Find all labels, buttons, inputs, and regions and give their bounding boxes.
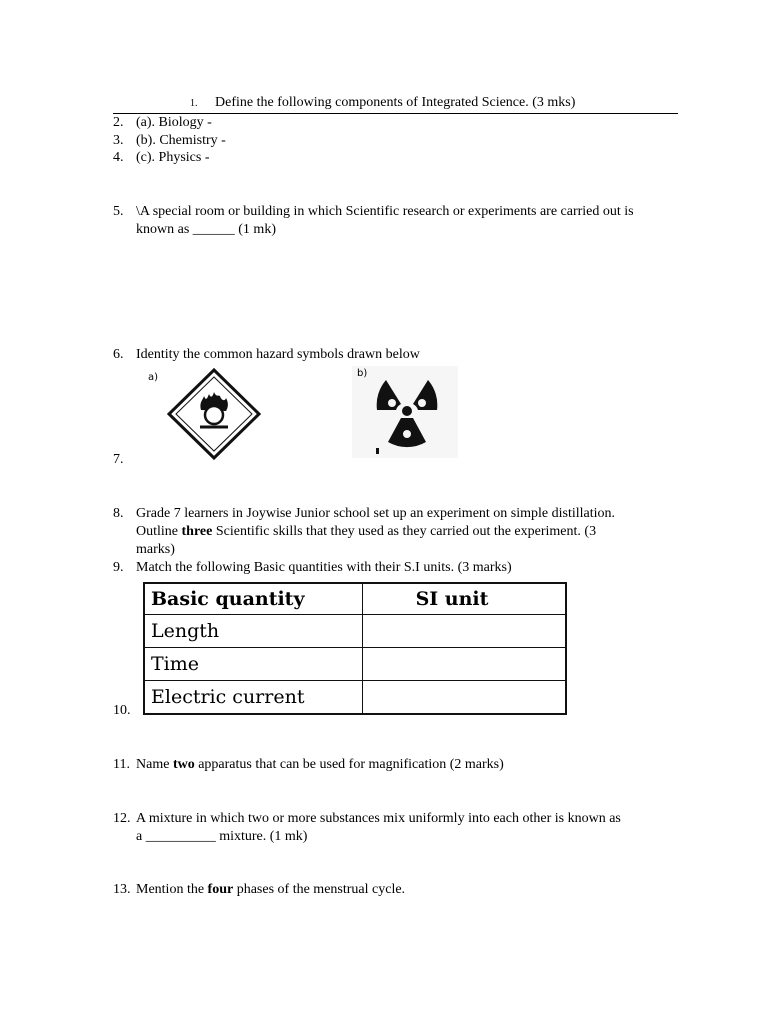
question-number: 7. bbox=[113, 452, 124, 467]
question-number: 12. bbox=[113, 811, 131, 826]
table-header-cell: SI unit bbox=[363, 583, 567, 615]
question-text: Identity the common hazard symbols drawn below bbox=[136, 347, 420, 362]
question-text: (c). Physics - bbox=[136, 150, 210, 165]
table-row bbox=[144, 681, 566, 715]
question-number: 11. bbox=[113, 757, 130, 772]
question-text: Match the following Basic quantities with their S.I units. (3 marks) bbox=[136, 560, 512, 575]
hazard-image-a bbox=[141, 366, 291, 461]
question-text-line-2: known as ______ (1 mk) bbox=[136, 222, 276, 237]
question-5 bbox=[0, 203, 768, 243]
question-number: 2. bbox=[113, 115, 124, 130]
question-text: Name two apparatus that can be used for magnification (2 marks) bbox=[136, 757, 504, 772]
si-units-table bbox=[143, 582, 567, 715]
question-text-line-2: a __________ mixture. (1 mk) bbox=[136, 829, 308, 844]
question-text: (a). Biology - bbox=[136, 115, 212, 130]
question-number: 9. bbox=[113, 560, 124, 575]
table-cell-quantity: Time bbox=[144, 648, 363, 681]
table-cell-quantity: Electric current bbox=[144, 681, 363, 715]
table-cell-answer[interactable] bbox=[363, 648, 567, 681]
question-number: 1. bbox=[190, 98, 198, 109]
question-number: 5. bbox=[113, 204, 124, 219]
question-text: Mention the four phases of the menstrual cycle. bbox=[136, 882, 406, 897]
question-text-line-3: marks) bbox=[136, 542, 175, 557]
table-cell-quantity: Length bbox=[144, 615, 363, 648]
question-12 bbox=[0, 810, 768, 850]
image-label-a: a) bbox=[148, 372, 159, 383]
table-row bbox=[144, 615, 566, 648]
question-text-line-1: A mixture in which two or more substances mix uniformly into each other is known as bbox=[136, 811, 621, 826]
question-text-line-1: \A special room or building in which Scientific research or experiments are carried out is bbox=[136, 204, 634, 219]
question-number: 4. bbox=[113, 150, 124, 165]
table-cell-answer[interactable] bbox=[363, 615, 567, 648]
hazard-image-b bbox=[352, 366, 458, 458]
table-header-cell: Basic quantity bbox=[144, 583, 363, 615]
question-number: 8. bbox=[113, 506, 124, 521]
radioactive-hazard-icon bbox=[352, 366, 458, 458]
image-label-b: b) bbox=[357, 368, 368, 379]
question-8 bbox=[0, 505, 768, 561]
emphasis-word: two bbox=[172, 757, 195, 772]
question-text: Define the following components of Integrated Science. (3 mks) bbox=[215, 95, 576, 110]
emphasis-word: three bbox=[181, 524, 213, 539]
question-number: 13. bbox=[113, 882, 131, 897]
emphasis-word: four bbox=[207, 882, 234, 897]
question-number: 3. bbox=[113, 133, 124, 148]
question-text: (b). Chemistry - bbox=[136, 133, 226, 148]
question-number: 10. bbox=[113, 703, 131, 718]
question-text-line-2: Outline three Scientific skills that they used as they carried out the experiment. (3 bbox=[136, 524, 597, 539]
table-header-row bbox=[144, 583, 566, 615]
table-cell-answer[interactable] bbox=[363, 681, 567, 715]
question-1 bbox=[190, 94, 575, 113]
oxidizing-hazard-icon bbox=[141, 366, 291, 461]
table-row bbox=[144, 648, 566, 681]
question-text-line-1: Grade 7 learners in Joywise Junior school set up an experiment on simple distillation. bbox=[136, 506, 616, 521]
question-number: 6. bbox=[113, 347, 124, 362]
